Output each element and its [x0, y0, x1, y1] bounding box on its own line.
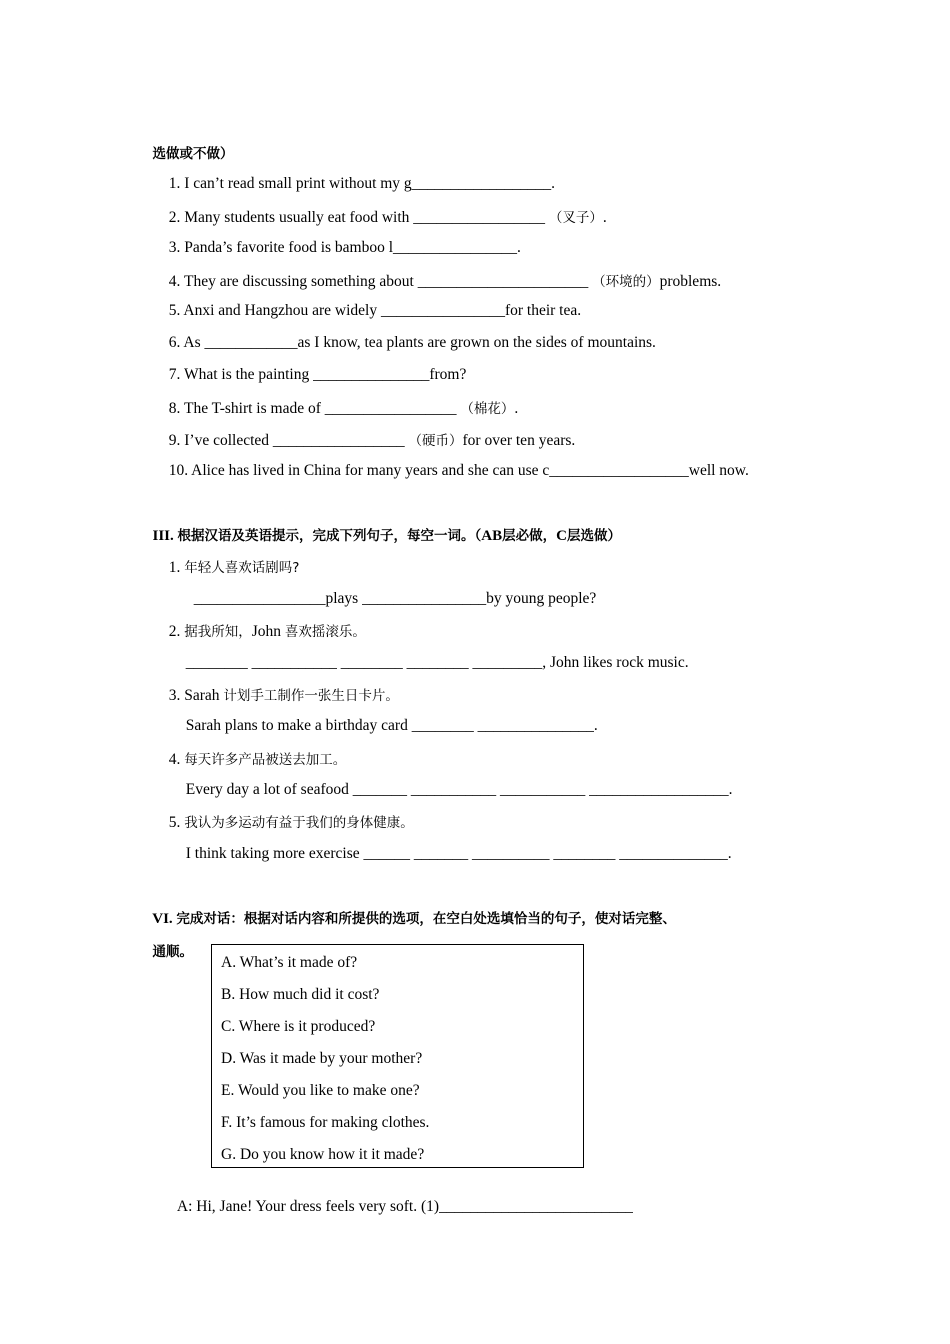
question-item: 6. As ____________as I know, tea plants are grown on the sides of mountains. — [168, 334, 656, 351]
question-item: 4. They are discussing something about ______________________ （环境的）problems. — [168, 273, 722, 290]
option-item: E. Would you like to make one? — [221, 1082, 420, 1099]
question-item: 7. What is the painting _______________from? — [168, 366, 467, 383]
translation-prompt: 5. 我认为多运动有益于我们的身体健康。 — [168, 814, 414, 831]
option-item: B. How much did it cost? — [221, 986, 380, 1003]
section2-header: 选做或不做） — [152, 146, 234, 162]
translation-prompt: 1. 年轻人喜欢话剧吗? — [168, 559, 300, 576]
question-item: 8. The T-shirt is made of _________________ （棉花）. — [168, 400, 519, 417]
translation-prompt: 4. 每天许多产品被送去加工。 — [168, 751, 347, 768]
question-item: 2. Many students usually eat food with _________________ （叉子）. — [168, 209, 607, 226]
question-item: 1. I can’t read small print without my g__________________. — [168, 175, 556, 192]
question-item: 5. Anxi and Hangzhou are widely ________________for their tea. — [168, 302, 582, 319]
translation-answer: _________________plays ________________by young people? — [193, 590, 597, 607]
option-item: D. Was it made by your mother? — [221, 1050, 423, 1067]
question-item: 3. Panda’s favorite food is bamboo l________________. — [168, 239, 521, 256]
question-item: 9. I’ve collected _________________ （硬币）for over ten years. — [168, 432, 576, 449]
translation-answer: Sarah plans to make a birthday card ________ _______________. — [185, 717, 598, 734]
question-item: 10. Alice has lived in China for many years and she can use c__________________well now. — [168, 462, 749, 479]
section4-heading-cont: 通顺。 — [152, 944, 193, 960]
translation-answer: Every day a lot of seafood _______ ___________ ___________ __________________. — [185, 781, 733, 798]
option-item: C. Where is it produced? — [221, 1018, 376, 1035]
section3-heading: III. 根据汉语及英语提示，完成下列句子，每空一词。（AB层必做，C层选做） — [152, 528, 621, 544]
translation-prompt: 3. Sarah 计划手工制作一张生日卡片。 — [168, 687, 399, 704]
section4-heading: VI. 完成对话：根据对话内容和所提供的选项，在空白处选填恰当的句子，使对话完整、 — [152, 911, 676, 927]
option-item: A. What’s it made of? — [221, 954, 358, 971]
option-item: G. Do you know how it it made? — [221, 1146, 425, 1163]
translation-prompt: 2. 据我所知，John 喜欢摇滚乐。 — [168, 623, 366, 640]
dialogue-line: A: Hi, Jane! Your dress feels very soft. (1)_________________________ — [176, 1198, 633, 1215]
options-box — [211, 944, 584, 1168]
translation-answer: ________ ___________ ________ ________ _________, John likes rock music. — [185, 654, 689, 671]
option-item: F. It’s famous for making clothes. — [221, 1114, 430, 1131]
translation-answer: I think taking more exercise ______ _______ __________ ________ ______________. — [185, 845, 732, 862]
